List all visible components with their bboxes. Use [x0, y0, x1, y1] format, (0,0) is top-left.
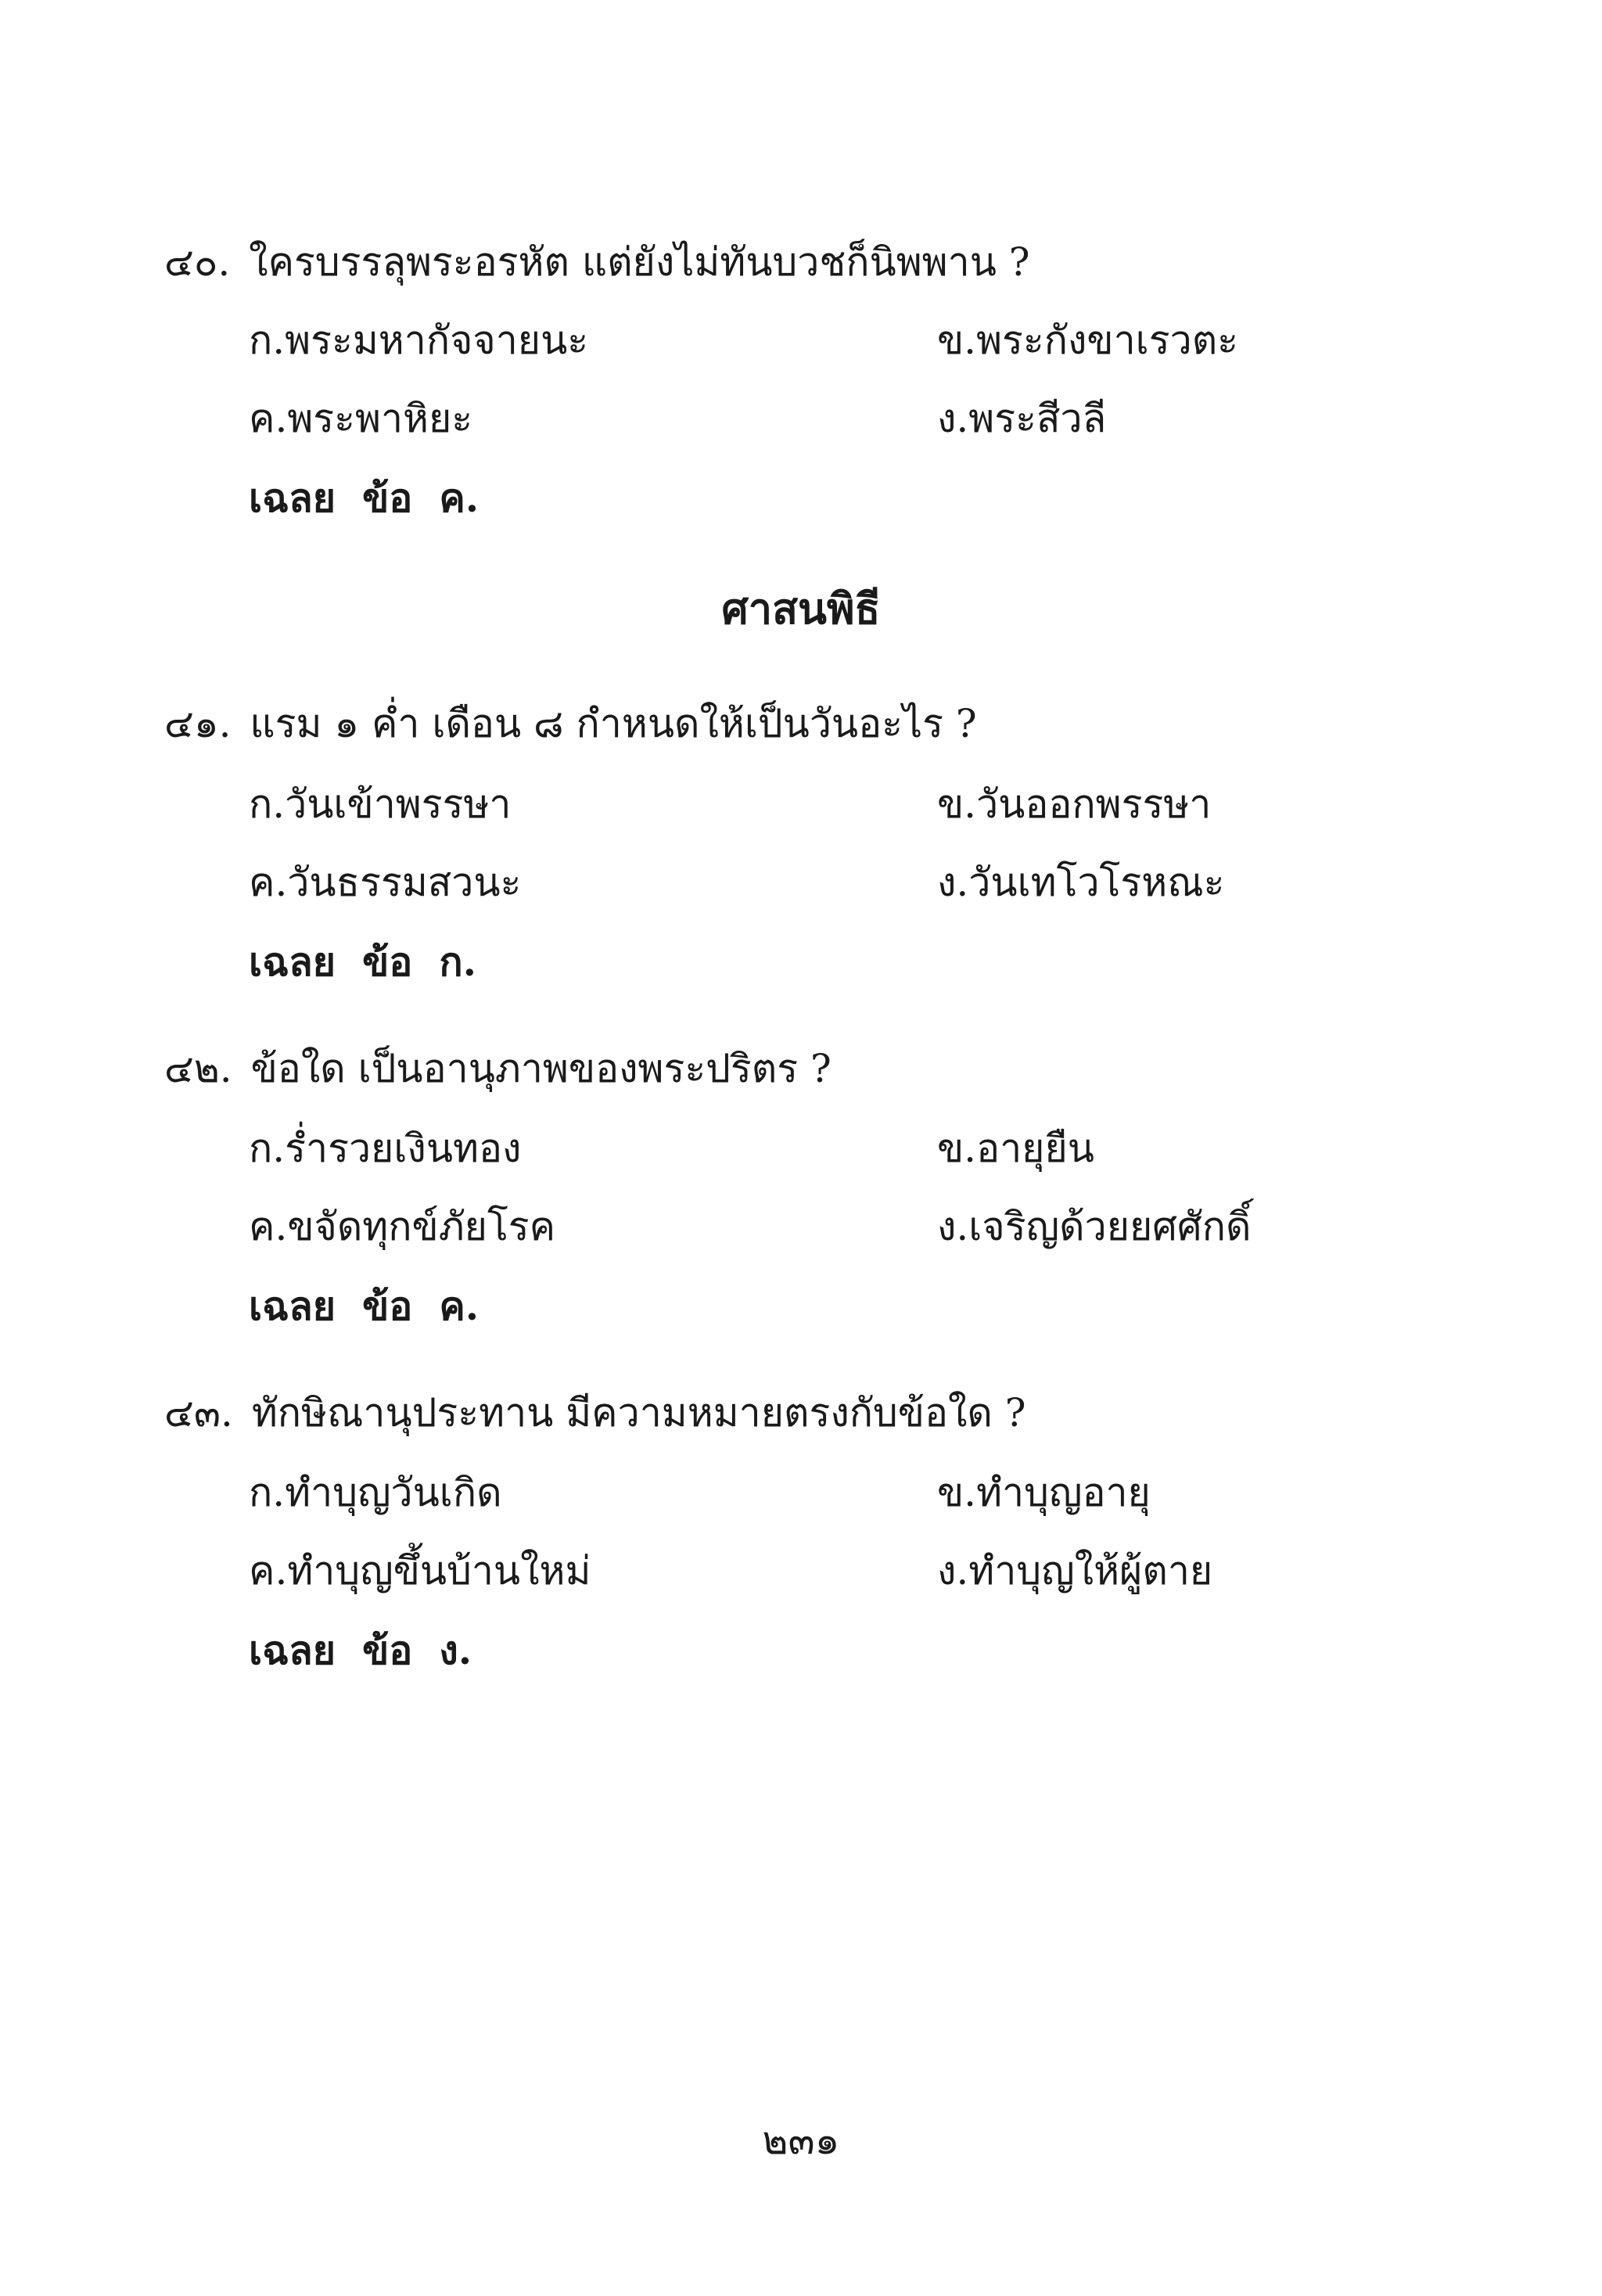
- question-42: [164, 1045, 1455, 1092]
- option-a: ก.ร่ำรวยเงินทอง: [249, 1126, 522, 1171]
- answer-word: ข้อ: [362, 1283, 413, 1329]
- option-b: ข.ทำบุญอายุ: [937, 1470, 1151, 1515]
- answer-word: ข้อ: [362, 475, 413, 521]
- option-b: ข.อายุยืน: [937, 1126, 1094, 1171]
- answer-choice: ก.: [439, 939, 476, 985]
- question-text: ใครบรรลุพระอรหัต แต่ยังไม่ทันบวชก็นิพพาน ?: [249, 239, 1030, 285]
- answer-key: [249, 939, 503, 986]
- option-c: ค.วันธรรมสวนะ: [249, 860, 522, 905]
- answer-word: ข้อ: [362, 1627, 413, 1673]
- option-d: ง.ทำบุญให้ผู้ตาย: [937, 1548, 1213, 1594]
- question-43: [164, 1389, 1455, 1436]
- option-c: ค.ขจัดทุกข์ภัยโรค: [249, 1204, 556, 1249]
- question-40: [164, 239, 1455, 286]
- answer-label: เฉลย: [249, 1627, 336, 1673]
- question-text: ข้อใด เป็นอานุภาพของพระปริตร ?: [250, 1046, 832, 1091]
- answer-label: เฉลย: [249, 475, 336, 521]
- option-b: ข.พระกังขาเรวตะ: [937, 318, 1239, 363]
- option-a: ก.วันเข้าพรรษา: [249, 782, 512, 827]
- answer-choice: ค.: [439, 475, 480, 521]
- question-number: ๔๑.: [164, 701, 232, 746]
- option-a: ก.ทำบุญวันเกิด: [249, 1470, 502, 1515]
- answer-choice: ง.: [439, 1627, 472, 1673]
- answer-choice: ค.: [439, 1283, 480, 1329]
- answer-label: เฉลย: [249, 1283, 336, 1329]
- question-text: แรม ๑ ค่ำ เดือน ๘ กำหนดให้เป็นวันอะไร ?: [250, 701, 977, 746]
- answer-label: เฉลย: [249, 939, 336, 985]
- option-c: ค.ทำบุญขึ้นบ้านใหม่: [249, 1548, 591, 1594]
- option-b: ข.วันออกพรรษา: [937, 782, 1212, 827]
- question-number: ๔๒.: [164, 1046, 232, 1091]
- question-number: ๔๓.: [164, 1390, 233, 1435]
- answer-key: [249, 1627, 498, 1674]
- answer-word: ข้อ: [362, 939, 413, 985]
- option-d: ง.เจริญด้วยยศศักดิ์: [937, 1204, 1252, 1249]
- answer-key: [249, 475, 505, 522]
- page-number: ๒๓๑: [762, 2118, 840, 2163]
- option-c: ค.พระพาหิยะ: [249, 396, 473, 441]
- question-41: [164, 700, 1455, 747]
- option-d: ง.วันเทโวโรหณะ: [937, 860, 1225, 905]
- question-number: ๔๐.: [164, 239, 231, 285]
- option-a: ก.พระมหากัจจายนะ: [249, 318, 589, 363]
- section-heading: ศาสนพิธี: [721, 584, 881, 634]
- option-d: ง.พระสีวลี: [937, 396, 1107, 441]
- question-text: ทักษิณานุประทาน มีความหมายตรงกับข้อใด ?: [251, 1390, 1026, 1435]
- answer-key: [249, 1283, 505, 1330]
